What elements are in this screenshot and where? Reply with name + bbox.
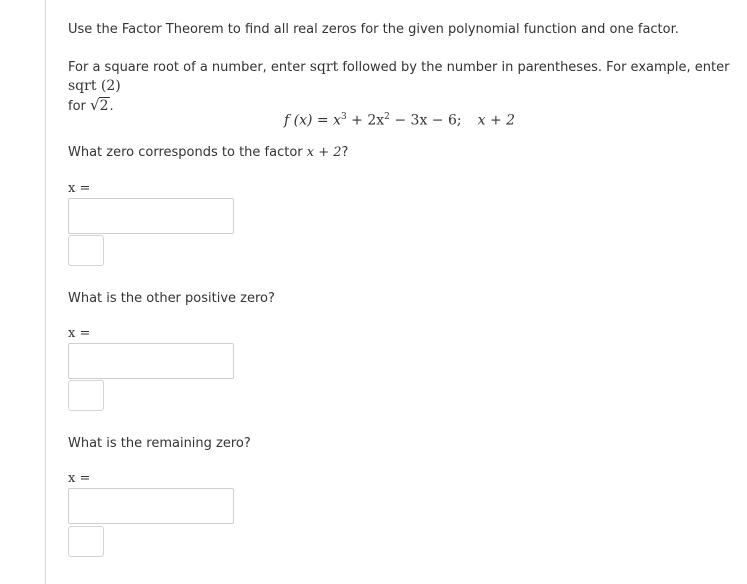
question-1-text: What zero corresponds to the factor [68,145,307,160]
given-factor: x + 2 [477,112,516,129]
equation-term3: − 3x − 6; [389,112,462,129]
question-2-prompt [68,291,275,306]
sqrt-hint [68,58,733,116]
sqrt-radicand: 2 [99,98,109,114]
left-border-line [45,0,46,584]
hint-text-for: for [68,99,91,114]
polynomial-equation [284,112,515,129]
question-1-math: x + 2 [306,145,342,160]
answer-status-box-2[interactable] [68,380,104,411]
hint-text-before: For a square root of a number, enter [68,60,310,75]
answer-status-box-3[interactable] [68,526,104,557]
equation-lhs: f (x) = [284,112,329,129]
instruction-text: Use the Factor Theorem to find all real zeros for the given polynomial function and one factor. [68,22,679,37]
sqrt-symbol: √2 [90,96,109,114]
equation-exp2: 2 [384,112,390,122]
hint-code-example: sqrt (2) [68,78,121,94]
answer-input-3[interactable] [68,488,234,524]
answer-status-box-1[interactable] [68,235,104,266]
answer-input-2[interactable] [68,343,234,379]
equation-term1: x [333,112,341,129]
question-1-prompt [68,145,348,160]
question-1-label: x = [68,181,91,196]
question-1-end: ? [341,145,349,160]
question-3-prompt [68,436,251,451]
question-2-text: What is the other positive zero? [68,291,275,306]
question-3-text: What is the remaining zero? [68,436,251,451]
hint-text-middle: followed by the number in parentheses. For example, enter [338,60,730,75]
equation-term2: + 2x [346,112,385,129]
answer-input-1[interactable] [68,198,234,234]
hint-text-end: . [109,99,114,114]
question-2-label: x = [68,326,91,341]
question-3-label: x = [68,471,91,486]
equation-exp1: 3 [341,112,347,122]
hint-code-sqrt: sqrt [309,59,339,75]
